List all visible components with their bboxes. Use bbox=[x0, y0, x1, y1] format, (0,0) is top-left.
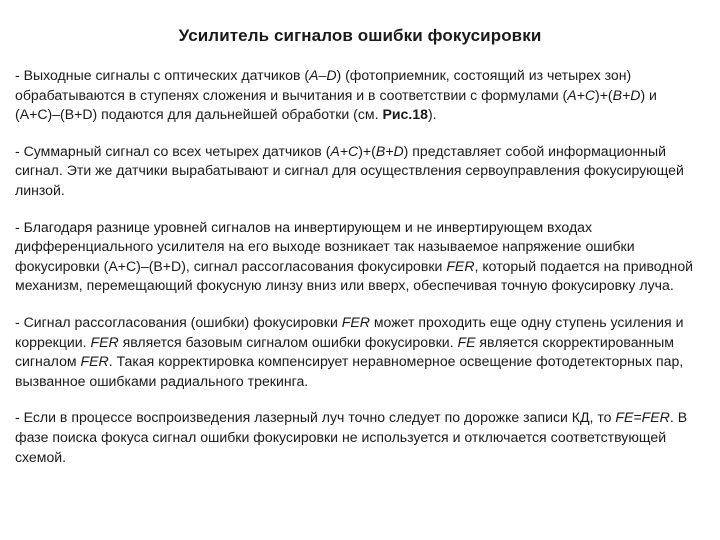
page-title: Усилитель сигналов ошибки фокусировки bbox=[178, 26, 542, 45]
text-run-italic: FER bbox=[80, 353, 109, 370]
text-run: может проходить еще одну ступень усиления и коррекции. bbox=[15, 313, 684, 350]
paragraph-output-signals bbox=[15, 66, 705, 125]
text-run-italic: B+D bbox=[375, 142, 404, 159]
text-run: - Если в процессе воспроизведения лазерный луч точно следует по дорожке записи КД, то bbox=[15, 409, 616, 426]
text-run-italic: B+D bbox=[612, 86, 641, 103]
text-run: ) представляет собой информационный сигнал. Эти же датчики вырабатывают и сигнал для осуществления сервоуправления фокусирующей линзой. bbox=[15, 142, 684, 198]
text-run: , который подается на приводной механизм, перемещающий фокусную линзу вниз или вверх, обеспечивая точную фокусировку луча. bbox=[15, 257, 694, 294]
text-run-italic: FER bbox=[90, 333, 119, 350]
paragraph-playback bbox=[15, 408, 705, 467]
text-run: - Сигнал рассогласования (ошибки) фокусировки bbox=[15, 313, 342, 330]
text-run: )+( bbox=[358, 142, 376, 159]
text-run: является скорректированным сигналом bbox=[15, 333, 674, 370]
text-run: . В фазе поиска фокуса сигнал ошибки фокусировки не используется и отключается соответствующей схемой. bbox=[15, 409, 688, 465]
text-run: . Такая корректировка компенсирует неравномерное освещение фотодетекторных пар, вызванное ошибками радиального трекинга. bbox=[15, 353, 684, 389]
paragraph-sum-signal bbox=[15, 142, 705, 201]
slide-body bbox=[15, 66, 705, 467]
text-run-italic: A+C bbox=[567, 86, 595, 103]
text-run: - Суммарный сигнал со всех четырех датчиков ( bbox=[15, 142, 331, 159]
text-run-italic: A+C bbox=[330, 142, 359, 159]
text-run: - Благодаря разнице уровней сигналов на инвертирующем и не инвертирующем входах дифференциального усилителя на его выходе возникает так называемое напряжение ошибки фокусировки (A+C)–(B+D), сигнал рассогласования фокусировки bbox=[15, 218, 635, 274]
paragraph-fer-correction bbox=[15, 313, 705, 391]
text-run-italic: FER bbox=[341, 313, 370, 330]
text-run-italic: A–D bbox=[309, 67, 337, 83]
text-run-italic: FER bbox=[446, 257, 475, 274]
text-run: ) и (A+C)–(B+D) подаются для дальнейшей обработки (см. bbox=[15, 86, 657, 123]
text-run: )+( bbox=[595, 86, 613, 103]
text-run: - Выходные сигналы с оптических датчиков ( bbox=[15, 67, 310, 83]
text-run: ) (фотоприемник, состоящий из четырех зон) обрабатываются в ступенях сложения и вычитания и в соответствии с формулами ( bbox=[15, 67, 632, 103]
text-run-italic: FE=FER bbox=[615, 409, 670, 426]
paragraph-differential-amp bbox=[15, 218, 705, 296]
text-run: является базовым сигналом ошибки фокусировки. bbox=[118, 333, 458, 350]
text-run-italic: FE bbox=[457, 333, 476, 350]
figure-reference: Рис.18 bbox=[382, 106, 428, 123]
text-run: ). bbox=[427, 106, 437, 123]
